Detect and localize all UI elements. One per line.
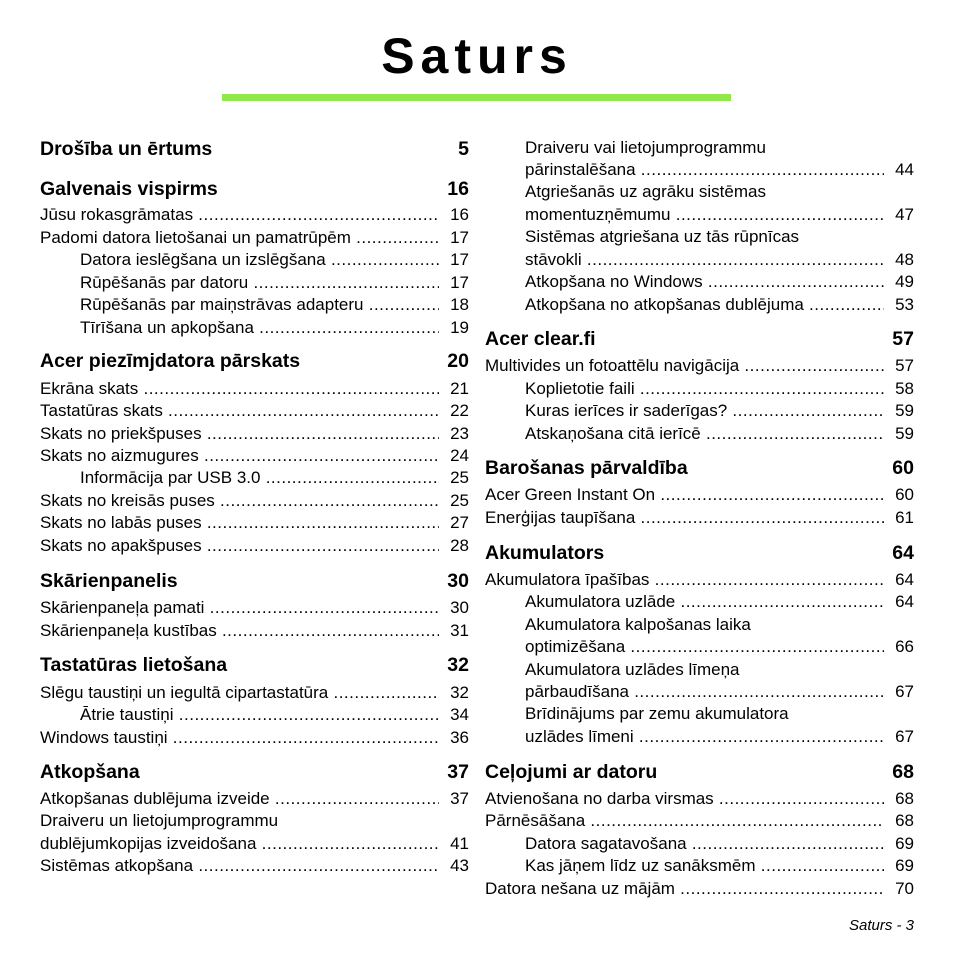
toc-entry[interactable]: Skats no apakšpuses ..... 28 bbox=[40, 535, 469, 557]
toc-entry[interactable]: Kuras ierīces ir saderīgas? ..... 59 bbox=[525, 400, 914, 422]
toc-entry-line1[interactable]: Akumulatora uzlādes līmeņa bbox=[525, 660, 740, 679]
toc-entry-line1[interactable]: Akumulatora kalpošanas laika bbox=[525, 615, 751, 634]
toc-entry[interactable]: Tastatūras skats ..... 22 bbox=[40, 400, 469, 422]
toc-entry[interactable]: Ekrāna skats ..... 21 bbox=[40, 378, 469, 400]
toc-entry[interactable]: Ātrie taustiņi ..... 34 bbox=[80, 704, 469, 726]
toc-entry[interactable]: Akumulatora īpašības ..... 64 bbox=[485, 569, 914, 591]
toc-entry-line1[interactable]: Atgriešanās uz agrāku sistēmas bbox=[525, 182, 766, 201]
toc-entry[interactable]: Atskaņošana citā ierīcē ..... 59 bbox=[525, 423, 914, 445]
toc-entry[interactable]: pārinstalēšana ..... 44 bbox=[525, 159, 914, 181]
toc-entry[interactable]: Skats no priekšpuses ..... 23 bbox=[40, 423, 469, 445]
toc-entry[interactable]: Atvienošana no darba virsmas ..... 68 bbox=[485, 788, 914, 810]
toc-entry[interactable]: Acer Green Instant On ..... 60 bbox=[485, 484, 914, 506]
toc-entry[interactable]: Pārnēsāšana ..... 68 bbox=[485, 810, 914, 832]
page-footer: Saturs - 3 bbox=[848, 917, 914, 934]
title-underline bbox=[222, 94, 731, 101]
toc-entry[interactable]: Tīrīšana un apkopšana ..... 19 bbox=[80, 317, 469, 339]
toc-entry[interactable]: Atkopšana no atkopšanas dublējuma ..... 53 bbox=[525, 294, 914, 316]
toc-entry[interactable]: Jūsu rokasgrāmatas ..... 16 bbox=[40, 204, 469, 226]
toc-entry[interactable]: Windows taustiņi ..... 36 bbox=[40, 727, 469, 749]
toc-entry[interactable]: Datora sagatavošana ..... 69 bbox=[525, 833, 914, 855]
toc-entry[interactable]: Akumulatora uzlāde ..... 64 bbox=[525, 591, 914, 613]
toc-section[interactable]: Drošība un ērtums 5 bbox=[40, 138, 469, 160]
toc-entry[interactable]: Datora ieslēgšana un izslēgšana ..... 17 bbox=[80, 249, 469, 271]
toc-entry[interactable]: Skats no labās puses ..... 27 bbox=[40, 512, 469, 534]
toc-entry-line1[interactable]: Sistēmas atgriešana uz tās rūpnīcas bbox=[525, 227, 800, 246]
toc-entry[interactable]: Skats no kreisās puses ..... 25 bbox=[40, 490, 469, 512]
toc-section[interactable]: Acer clear.fi 57 bbox=[485, 328, 914, 350]
toc-entry[interactable]: Sistēmas atkopšana ..... 43 bbox=[40, 855, 469, 877]
toc-entry[interactable]: Skats no aizmugures ..... 24 bbox=[40, 445, 469, 467]
toc-entry-line1[interactable]: Draiveru un lietojumprogrammu bbox=[40, 811, 279, 830]
toc-entry[interactable]: Padomi datora lietošanai un pamatrūpēm ..... 17 bbox=[40, 227, 469, 249]
toc-entry-line1[interactable]: Draiveru vai lietojumprogrammu bbox=[525, 138, 766, 157]
toc-entry[interactable]: Atkopšana no Windows ..... 49 bbox=[525, 271, 914, 293]
toc-entry[interactable]: Kas jāņem līdz uz sanāksmēm ..... 69 bbox=[525, 855, 914, 877]
toc-section[interactable]: Ceļojumi ar datoru 68 bbox=[485, 761, 914, 783]
toc-entry[interactable]: dublējumkopijas izveidošana ..... 41 bbox=[40, 833, 469, 855]
toc-section[interactable]: Atkopšana 37 bbox=[40, 761, 469, 783]
toc-section[interactable]: Skārienpanelis 30 bbox=[40, 570, 469, 592]
toc-section[interactable]: Barošanas pārvaldība 60 bbox=[485, 457, 914, 479]
toc-entry[interactable]: Rūpēšanās par datoru ..... 17 bbox=[80, 272, 469, 294]
toc-entry[interactable]: Atkopšanas dublējuma izveide ..... 37 bbox=[40, 788, 469, 810]
toc-entry[interactable]: Skārienpaneļa pamati ..... 30 bbox=[40, 597, 469, 619]
toc-entry[interactable]: Datora nešana uz mājām ..... 70 bbox=[485, 878, 914, 900]
toc-entry[interactable]: momentuzņēmumu ..... 47 bbox=[525, 204, 914, 226]
toc-entry[interactable]: Multivides un fotoattēlu navigācija ..... 57 bbox=[485, 355, 914, 377]
toc-entry[interactable]: Koplietotie faili ..... 58 bbox=[525, 378, 914, 400]
toc-section[interactable]: Galvenais vispirms 16 bbox=[40, 178, 469, 200]
toc-entry[interactable]: Slēgu taustiņi un iegultā cipartastatūra ..... 32 bbox=[40, 682, 469, 704]
toc-entry[interactable]: uzlādes līmeni ..... 67 bbox=[525, 726, 914, 748]
toc-entry[interactable]: Enerģijas taupīšana ..... 61 bbox=[485, 507, 914, 529]
toc-section[interactable]: Acer piezīmjdatora pārskats 20 bbox=[40, 350, 469, 372]
toc-entry[interactable]: pārbaudīšana ..... 67 bbox=[525, 681, 914, 703]
toc-entry[interactable]: optimizēšana ..... 66 bbox=[525, 636, 914, 658]
toc-entry[interactable]: Rūpēšanās par maiņstrāvas adapteru ..... 18 bbox=[80, 294, 469, 316]
toc-section[interactable]: Tastatūras lietošana 32 bbox=[40, 654, 469, 676]
page-title: Saturs bbox=[381, 28, 573, 84]
toc-entry[interactable]: Skārienpaneļa kustības ..... 31 bbox=[40, 620, 469, 642]
toc-section[interactable]: Akumulators 64 bbox=[485, 542, 914, 564]
toc-entry-line1[interactable]: Brīdinājums par zemu akumulatora bbox=[525, 704, 789, 723]
toc-entry[interactable]: stāvokli ..... 48 bbox=[525, 249, 914, 271]
toc-entry[interactable]: Informācija par USB 3.0 ..... 25 bbox=[80, 467, 469, 489]
